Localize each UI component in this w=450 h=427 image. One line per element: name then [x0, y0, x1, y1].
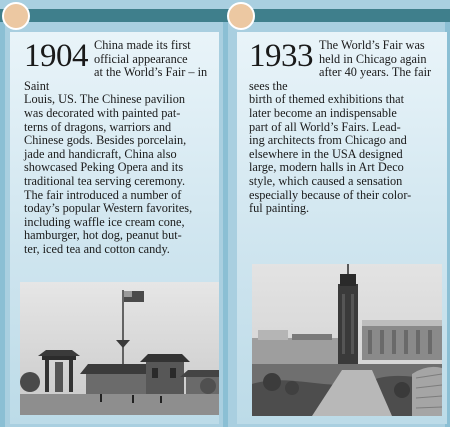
timeline-bar: [0, 9, 450, 22]
divider-left: [0, 22, 5, 427]
panel-1933-text: 1933 The World’s Fair was held in Chicago again after 40 years. The fair sees the birth of themed exhibitions that later become an indispensable part of all World’s Fairs. Lead- ing architects from Chicago and elsewhere in the USA designed large, modern halls in Art Deco style, which caused a sensation especially because of their color- ful painting.: [249, 38, 432, 216]
timeline-marker-1904: [2, 2, 30, 30]
photo-chinese-pavilion-1904: [20, 282, 219, 415]
photo-chicago-fair-1933: [252, 264, 442, 416]
divider-middle: [223, 22, 228, 427]
panel-1933-year: 1933: [249, 38, 313, 74]
panel-1904-year: 1904: [24, 38, 88, 74]
panel-1904-text: 1904 China made its first official appearance at the World’s Fair – in Saint Louis, US. The Chinese pavilion was decorated with painted pat- terns of dragons, warriors and Chinese gods. Besides porcelain, jade and handicraft, China also showcased Peking Opera and its traditional tea serving ceremony. The fair introduced a number of today’s popular Western favorites, including waffle ice cream cone, hamburger, hot dog, peanut but- ter, iced tea and cotton candy.: [24, 38, 208, 256]
timeline-marker-1933: [227, 2, 255, 30]
